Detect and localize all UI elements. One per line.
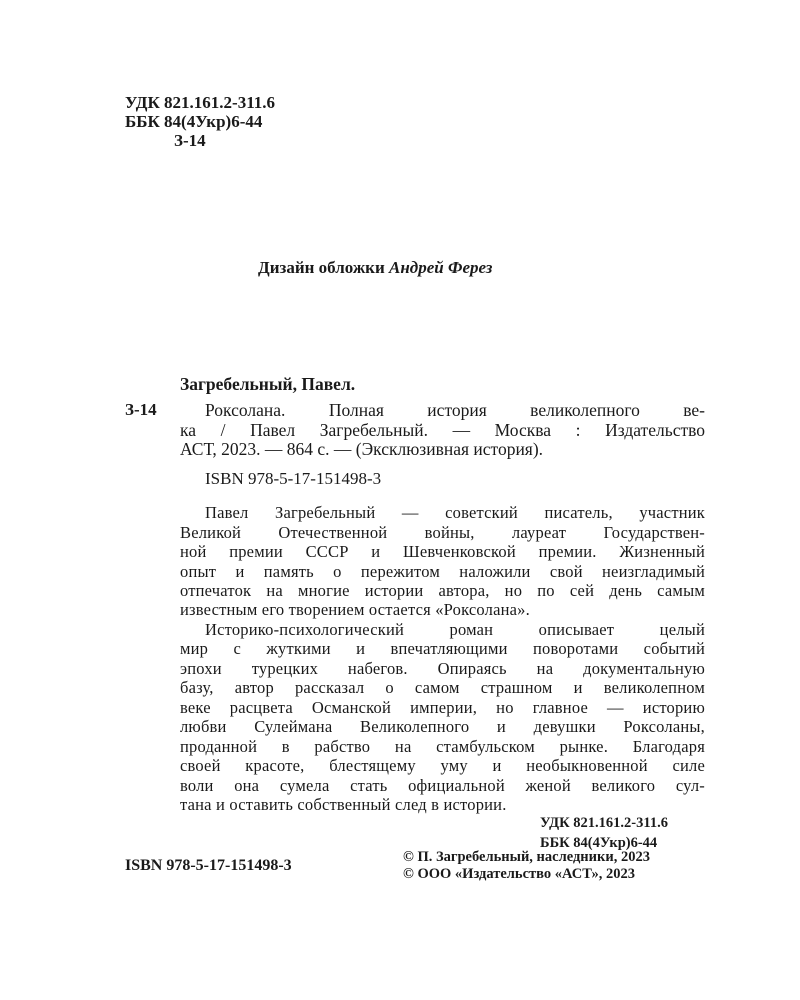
cover-design-credit xyxy=(258,258,492,278)
cover-designer-name: Андрей Ферез xyxy=(389,258,493,277)
record-isbn: ISBN 978-5-17-151498-3 xyxy=(205,469,382,488)
description-line: ка / Павел Загребельный. — Москва : Издательство xyxy=(180,420,705,440)
footer-udk: УДК 821.161.2-311.6 xyxy=(540,815,668,831)
author-heading: Загребельный, Павел. xyxy=(180,374,356,394)
description-line: Роксолана. Полная история великолепного ве- xyxy=(205,400,705,420)
annotation-line: своей красоте, блестящему уму и необыкновенной силе xyxy=(180,756,705,775)
annotation-line: известным его творением остается «Роксолана». xyxy=(180,600,530,619)
copyright-line: © П. Загребельный, наследники, 2023 xyxy=(403,849,650,865)
bbk-code: ББК 84(4Укр)6-44 xyxy=(125,112,263,131)
annotation-line: отпечаток на многие истории автора, но по сей день самым xyxy=(180,581,705,600)
copyright-line: © ООО «Издательство «АСТ», 2023 xyxy=(403,866,636,882)
footer-isbn: ISBN 978-5-17-151498-3 xyxy=(125,857,292,874)
annotation-line: базу, автор рассказал о самом страшном и великолепном xyxy=(180,678,705,697)
annotation-line: воли она сумела стать официальной женой великого сул- xyxy=(180,776,705,795)
annotation-line: ной премии СССР и Шевченковской премии. Жизненный xyxy=(180,542,705,561)
annotation-line: мир с жуткими и впечатляющими поворотами событий xyxy=(180,639,705,658)
annotation-line: Великой Отечественной войны, лауреат Государствен- xyxy=(180,523,705,542)
annotation-line: любви Сулеймана Великолепного и девушки Роксоланы, xyxy=(180,717,705,736)
footer-bbk: ББК 84(4Укр)6-44 xyxy=(540,835,658,851)
annotation-line: тана и оставить собственный след в истории. xyxy=(180,795,507,814)
annotation-line: опыт и память о пережитом наложили свой неизгладимый xyxy=(180,562,705,581)
annotation-line: проданной в рабство на стамбульском рынке. Благодаря xyxy=(180,737,705,756)
udk-code: УДК 821.161.2-311.6 xyxy=(125,93,276,112)
annotation-line: Павел Загребельный — советский писатель, участник xyxy=(205,503,705,522)
author-sign: З-14 xyxy=(174,131,206,150)
annotation-line: Историко-психологический роман описывает целый xyxy=(205,620,705,639)
record-author-sign: З-14 xyxy=(125,400,157,419)
annotation-line: веке расцвета Османской империи, но главное — историю xyxy=(180,698,705,717)
description-line: АСТ, 2023. — 864 с. — (Эксклюзивная история). xyxy=(180,439,544,459)
cover-design-label: Дизайн обложки xyxy=(258,258,385,277)
annotation-line: эпохи турецких набегов. Опираясь на документальную xyxy=(180,659,705,678)
